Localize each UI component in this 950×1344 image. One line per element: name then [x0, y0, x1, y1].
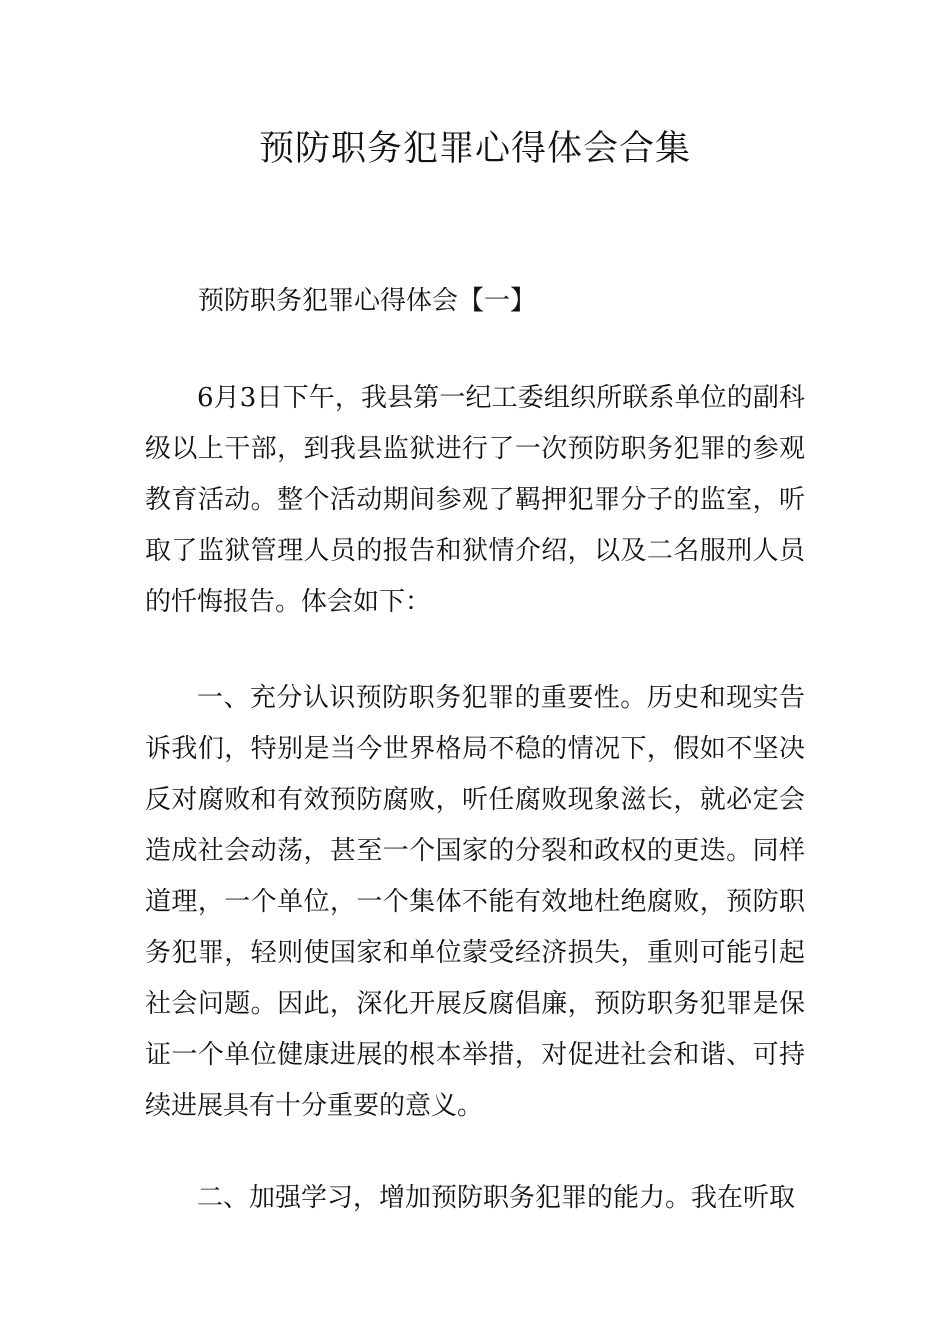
paragraph-2: 一、充分认识预防职务犯罪的重要性。历史和现实告诉我们，特别是当今世界格局不稳的情况下，假如不坚决反对腐败和有效预防腐败，听任腐败现象滋长，就必定会造成社会动荡，甚至一个国家的分裂和政权的更迭。同样道理，一个单位，一个集体不能有效地杜绝腐败，预防职务犯罪，轻则使国家和单位蒙受经济损失，重则可能引起社会问题。因此，深化开展反腐倡廉，预防职务犯罪是保证一个单位健康进展的根本举措，对促进社会和谐、可持续进展具有十分重要的意义。	[145, 683, 805, 1121]
section-heading: 预防职务犯罪心得体会【一】	[198, 286, 537, 316]
paragraph-3: 二、加强学习，增加预防职务犯罪的能力。我在听取	[197, 1183, 796, 1213]
paragraph-1: 6月3日下午，我县第一纪工委组织所联系单位的副科级以上干部，到我县监狱进行了一次预防职务犯罪的参观教育活动。整个活动期间参观了羁押犯罪分子的监室，听取了监狱管理人员的报告和狱情介绍，以及二名服刑人员的忏悔报告。体会如下：	[145, 383, 805, 617]
document-title: 预防职务犯罪心得体会合集	[258, 129, 691, 169]
